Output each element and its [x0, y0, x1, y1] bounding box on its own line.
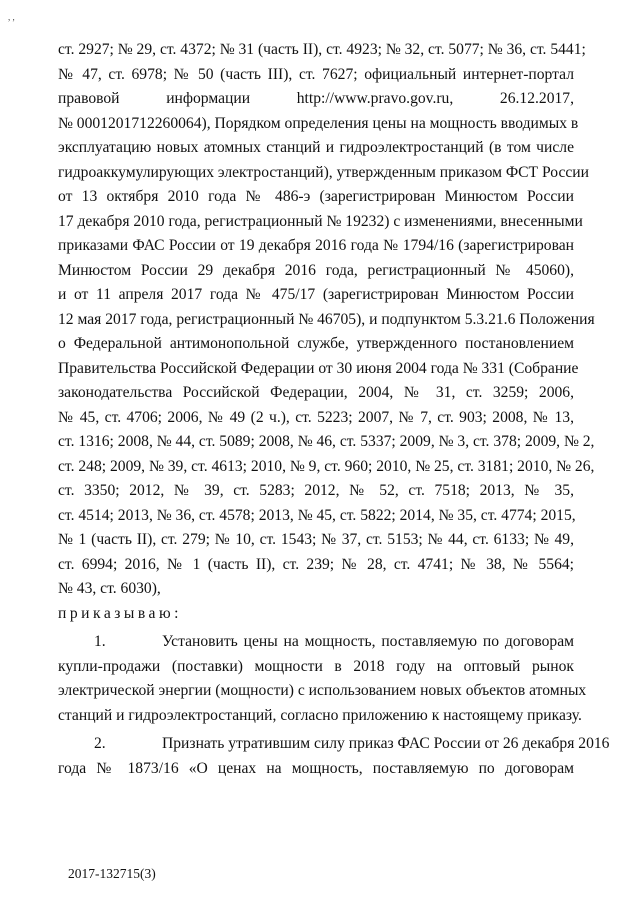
item-1-first-line	[58, 630, 574, 655]
text-line: электрической энергии (мощности) с использованием новых объектов атомных	[58, 682, 587, 699]
text-line: эксплуатацию новых атомных станций и гидроэлектростанций (в том числе	[58, 139, 574, 156]
text-line: купли-продажи (поставки) мощности в 2018 году на оптовый рынок	[58, 657, 574, 675]
item-1-number: 1.	[94, 633, 106, 650]
text-line: о Федеральной антимонопольной службе, утвержденного постановлением	[58, 335, 574, 352]
text-line: № 45, ст. 4706; 2006, № 49 (2 ч.), ст. 5223; 2007, № 7, ст. 903; 2008, № 13,	[58, 408, 574, 426]
text-line: 12 мая 2017 года, регистрационный № 46705), и подпунктом 5.3.21.6 Положения	[58, 310, 595, 328]
text-line: года № 1873/16 «О ценах на мощность, поставляемую по договорам	[58, 759, 574, 777]
item-1-text	[58, 655, 587, 729]
scan-mark: , ,	[8, 12, 15, 22]
text-line: приказами ФАС России от 19 декабря 2016 года № 1794/16 (зарегистрирован	[58, 237, 574, 254]
text-line: ст. 6994; 2016, № 1 (часть II), ст. 239; № 28, ст. 4741; № 38, № 5564;	[58, 555, 574, 573]
item-2-first-text: Признать утратившим силу приказ ФАС России от 26 декабря 2016	[162, 735, 610, 752]
item-1-first-text: Установить цены на мощность, поставляемую по договорам	[162, 633, 574, 650]
document-body	[58, 38, 610, 781]
text-line: от 13 октября 2010 года № 486-э (зарегистрирован Минюстом России	[58, 188, 574, 205]
text-line: 17 декабря 2010 года, регистрационный № 19232) с изменениями, внесенными	[58, 212, 583, 230]
text-line: Правительства Российской Федерации от 30 июня 2004 года № 331 (Собрание	[58, 359, 579, 377]
order-word: приказываю:	[58, 604, 182, 622]
preamble-text	[58, 38, 595, 602]
text-line: № 0001201712260064), Порядком определения цены на мощность вводимых в	[58, 114, 579, 132]
text-line: ст. 3350; 2012, № 39, ст. 5283; 2012, № 52, ст. 7518; 2013, № 35,	[58, 482, 574, 499]
item-2-first-line	[58, 732, 610, 757]
text-line: станций и гидроэлектростанций, согласно приложению к настоящему приказу.	[58, 706, 582, 724]
text-line: № 47, ст. 6978; № 50 (часть III), ст. 7627; официальный интернет-портал	[58, 65, 574, 83]
text-line: законодательства Российской Федерации, 2004, № 31, ст. 3259; 2006,	[58, 384, 574, 401]
item-2-number: 2.	[94, 735, 106, 752]
text-line: № 1 (часть II), ст. 279; № 10, ст. 1543; № 37, ст. 5153; № 44, ст. 6133; № 49,	[58, 531, 574, 548]
text-line: и от 11 апреля 2017 года № 475/17 (зарегистрирован Минюстом России	[58, 286, 574, 303]
text-line: Минюстом России 29 декабря 2016 года, регистрационный № 45060),	[58, 261, 574, 279]
text-line: правовой информации http://www.pravo.gov.ru, 26.12.2017,	[58, 90, 574, 107]
text-line: № 43, ст. 6030),	[58, 580, 161, 597]
text-line: ст. 2927; № 29, ст. 4372; № 31 (часть II), ст. 4923; № 32, ст. 5077; № 36, ст. 5441;	[58, 41, 586, 58]
item-2-text	[58, 757, 574, 782]
text-line: гидроаккумулирующих электростанций), утвержденным приказом ФСТ России	[58, 163, 589, 181]
text-line: ст. 248; 2009, № 39, ст. 4613; 2010, № 9, ст. 960; 2010, № 25, ст. 3181; 2010, № 26,	[58, 457, 595, 475]
document-number-footer: 2017-132715(3)	[68, 866, 156, 881]
text-line: ст. 1316; 2008, № 44, ст. 5089; 2008, № 46, ст. 5337; 2009, № 3, ст. 378; 2009, № 2,	[58, 433, 595, 450]
text-line: ст. 4514; 2013, № 36, ст. 4578; 2013, № 45, ст. 5822; 2014, № 35, ст. 4774; 2015,	[58, 506, 576, 524]
